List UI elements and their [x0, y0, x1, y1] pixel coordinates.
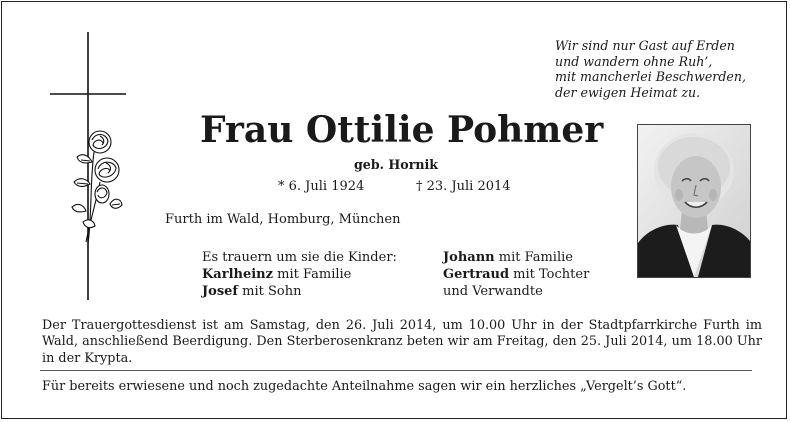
maiden-name: geb. Hornik [354, 157, 438, 172]
places: Furth im Wald, Homburg, München [165, 212, 401, 227]
mourner-line [443, 249, 589, 266]
mourner-suffix: mit Tochter [509, 267, 590, 282]
mourner-line [443, 283, 589, 300]
service-details: Der Trauergottesdienst ist am Samstag, den 26. Juli 2014, um 10.00 Uhr in der Stadtpfarrkirche Furth im Wald, anschließend Beerdigung. Den Sterberosenkranz beten wir am Freitag, den 25. Juli 2014, um 18.00 Uhr in der Krypta. [42, 318, 762, 366]
poem-line: Wir sind nur Gast auf Erden [555, 38, 735, 53]
cross-with-roses-icon [50, 32, 130, 300]
mourner-suffix: mit Familie [494, 250, 573, 265]
portrait-photo [637, 124, 751, 278]
thanks-note: Für bereits erwiesene und noch zugedachte Anteilnahme sagen wir ein herzliches „Vergelt’s Gott“. [42, 379, 687, 394]
mourner-name: Karlheinz [202, 267, 274, 282]
portrait-illustration [638, 125, 750, 277]
deceased-name: Frau Ottilie Pohmer [200, 109, 604, 151]
mourner-name: Josef [202, 284, 239, 299]
mourner-line [202, 283, 397, 300]
mourner-name: Johann [443, 250, 495, 265]
mourner-name: Gertraud [443, 267, 510, 282]
mourners-left [202, 249, 397, 300]
poem-line: der ewigen Heimat zu. [555, 84, 701, 100]
poem [555, 38, 775, 100]
divider [40, 370, 752, 371]
mourner-line [443, 266, 589, 283]
birth-date: * 6. Juli 1924 [278, 179, 365, 194]
mourner-suffix: mit Familie [273, 267, 352, 282]
mourner-suffix: und Verwandte [443, 284, 543, 299]
obituary-notice [1, 1, 787, 419]
poem-line: und wandern ohne Ruh’, [555, 53, 713, 69]
death-date: † 23. Juli 2014 [416, 179, 511, 194]
poem-line: mit mancherlei Beschwerden, [555, 69, 746, 84]
mourners-intro: Es trauern um sie die Kinder: [202, 250, 397, 265]
mourner-suffix: mit Sohn [238, 284, 302, 299]
mourners-right [443, 249, 589, 300]
mourner-line [202, 266, 397, 283]
